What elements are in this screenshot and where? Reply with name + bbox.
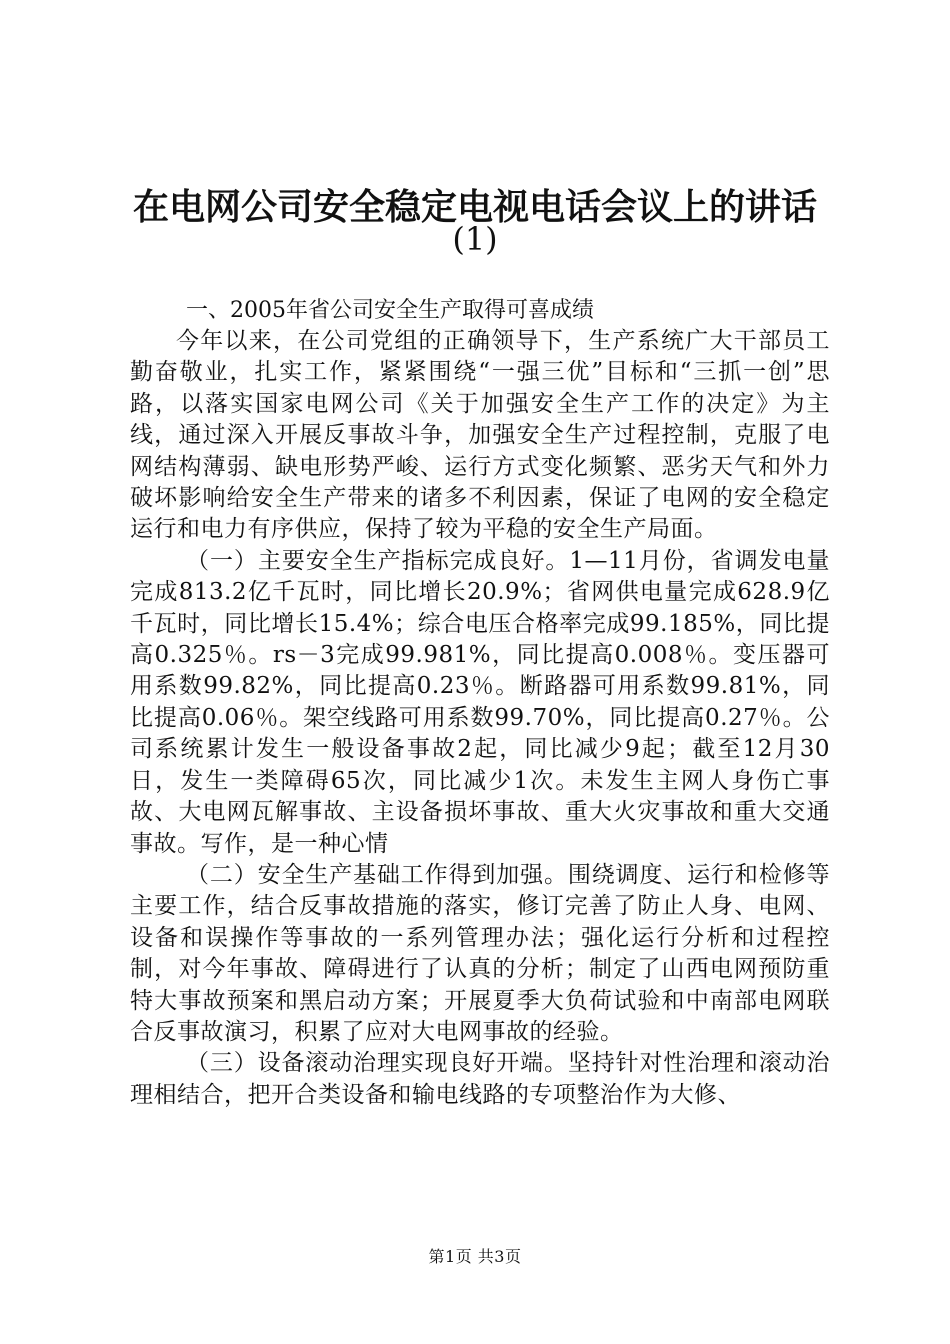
paragraph-equipment: （三）设备滚动治理实现良好开端。坚持针对性治理和滚动治理相结合，把开合类设备和输电线路的专项整治作为大修、 bbox=[130, 1050, 830, 1108]
section-heading: 一、2005年省公司安全生产取得可喜成绩 bbox=[186, 298, 594, 323]
document-title-suffix: (1) bbox=[452, 220, 498, 258]
paragraph-indicators: （一）主要安全生产指标完成良好。1—11月份，省调发电量完成813.2亿千瓦时，同比增长20.9%；省网供电量完成628.9亿千瓦时，同比增长15.4%；综合电压合格率完成99.185%，同比提高0.325％。rs－3完成99.981%，同比提高0.008％。变压器可用系数99.82%，同比提高0.23％。断路器可用系数99.81%，同比提高0.06％。架空线路可用系数99.70%，同比提高0.27％。公司系统累计发生一般设备事故2起，同比减少9起；截至12月30日，发生一类障碍65次，同比减少1次。未发生主网人身伤亡事故、大电网瓦解事故、主设备损坏事故、重大火灾事故和重大交通事故。写作，是一种心情 bbox=[130, 547, 830, 857]
document-title: 在电网公司安全稳定电视电话会议上的讲话 bbox=[132, 186, 817, 228]
paragraph-intro: 今年以来，在公司党组的正确领导下，生产系统广大干部员工勤奋敬业，扎实工作，紧紧围绕“一强三优”目标和“三抓一创”思路，以落实国家电网公司《关于加强安全生产工作的决定》为主线，通过深入开展反事故斗争，加强安全生产过程控制，克服了电网结构薄弱、缺电形势严峻、运行方式变化频繁、恶劣天气和外力破坏影响给安全生产带来的诸多不利因素，保证了电网的安全稳定运行和电力有序供应，保持了较为平稳的安全生产局面。 bbox=[130, 328, 830, 543]
document-body bbox=[130, 296, 830, 1111]
paragraph-foundation: （二）安全生产基础工作得到加强。围绕调度、运行和检修等主要工作，结合反事故措施的落实，修订完善了防止人身、电网、设备和误操作等事故的一系列管理办法；强化运行分析和过程控制，对今年事故、障碍进行了认真的分析；制定了山西电网预防重特大事故预案和黑启动方案；开展夏季大负荷试验和中南部电网联合反事故演习，积累了应对大电网事故的经验。 bbox=[130, 861, 830, 1045]
page-number: 第1页 共3页 bbox=[428, 1247, 522, 1266]
